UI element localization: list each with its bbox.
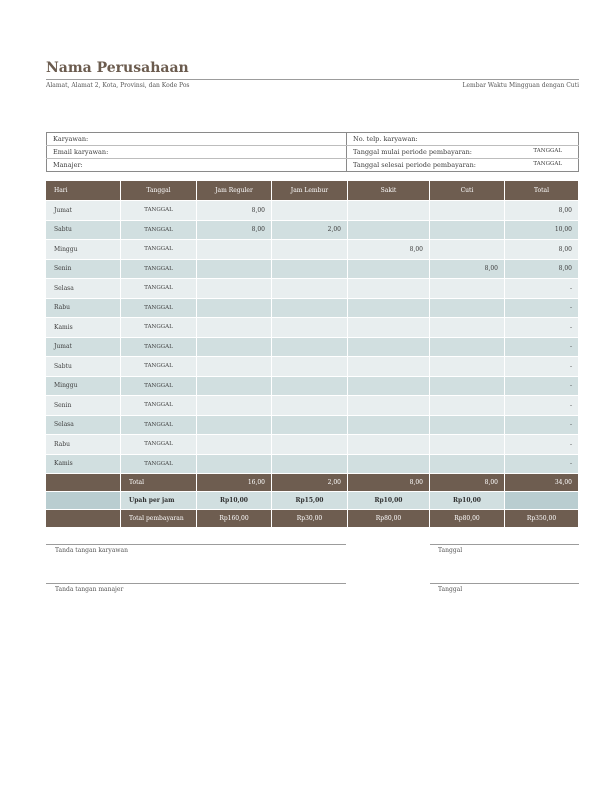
overtime-cell[interactable] (272, 279, 347, 298)
day-cell[interactable]: Kamis (46, 318, 120, 337)
day-cell[interactable]: Rabu (46, 435, 120, 454)
day-cell[interactable]: Senin (46, 260, 120, 279)
hourly-rate-row (46, 492, 578, 509)
total-cell: 8,00 (505, 260, 578, 279)
date-cell[interactable]: TANGGAL (121, 279, 196, 298)
total-cell: - (505, 338, 578, 357)
total-cell: 10,00 (505, 221, 578, 240)
table-row (46, 279, 578, 298)
leave-cell[interactable] (430, 435, 504, 454)
manager-signature-label: Tanda tangan manajer (55, 586, 124, 593)
total-cell: 8,00 (505, 240, 578, 259)
date-cell[interactable]: TANGGAL (121, 221, 196, 240)
overtime-cell[interactable] (272, 201, 347, 220)
column-header-sick: Sakit (348, 181, 429, 200)
leave-cell[interactable] (430, 377, 504, 396)
total-cell: - (505, 435, 578, 454)
manager-date-label: Tanggal (438, 586, 463, 593)
total-cell: - (505, 455, 578, 474)
regular-hours-cell[interactable] (197, 279, 271, 298)
subheader (46, 79, 579, 89)
leave-cell[interactable] (430, 240, 504, 259)
total-cell: - (505, 357, 578, 376)
date-cell[interactable]: TANGGAL (121, 338, 196, 357)
employee-email-label: Email karyawan: (53, 148, 109, 156)
overtime-cell[interactable] (272, 240, 347, 259)
date-cell[interactable]: TANGGAL (121, 201, 196, 220)
total-leave: 8,00 (430, 474, 504, 491)
total-cell: - (505, 416, 578, 435)
overtime-cell[interactable] (272, 299, 347, 318)
day-cell[interactable]: Selasa (46, 279, 120, 298)
total-cell: - (505, 396, 578, 415)
leave-cell[interactable] (430, 299, 504, 318)
table-row (46, 396, 578, 415)
pay-sick: Rp80,00 (348, 510, 429, 527)
sick-cell[interactable] (348, 279, 429, 298)
overtime-cell[interactable] (272, 377, 347, 396)
pay-regular: Rp160,00 (197, 510, 271, 527)
date-cell[interactable]: TANGGAL (121, 299, 196, 318)
pay-period-start-value: TANGGAL (533, 148, 562, 154)
date-cell[interactable]: TANGGAL (121, 377, 196, 396)
regular-hours-cell[interactable] (197, 260, 271, 279)
total-regular-hours: 16,00 (197, 474, 271, 491)
manager-date-line[interactable] (430, 583, 579, 584)
leave-cell[interactable] (430, 455, 504, 474)
day-cell[interactable]: Sabtu (46, 221, 120, 240)
day-cell[interactable]: Kamis (46, 455, 120, 474)
table-row (46, 260, 578, 279)
employee-signature-label: Tanda tangan karyawan (55, 547, 128, 554)
sick-cell[interactable] (348, 299, 429, 318)
overtime-cell[interactable] (272, 357, 347, 376)
sick-cell[interactable] (348, 435, 429, 454)
day-cell[interactable]: Rabu (46, 299, 120, 318)
overtime-cell[interactable] (272, 455, 347, 474)
employee-field[interactable] (47, 133, 347, 146)
regular-hours-cell[interactable]: 8,00 (197, 201, 271, 220)
employee-date-label: Tanggal (438, 547, 463, 554)
pay-period-end-value: TANGGAL (533, 161, 562, 167)
total-sick: 8,00 (348, 474, 429, 491)
pay-period-end-label: Tanggal selesai periode pembayaran: (353, 161, 476, 169)
employee-date-line[interactable] (430, 544, 579, 545)
sick-cell[interactable] (348, 221, 429, 240)
regular-hours-cell[interactable] (197, 396, 271, 415)
pay-leave: Rp80,00 (430, 510, 504, 527)
table-row (46, 318, 578, 337)
column-header-day: Hari (46, 181, 120, 200)
day-cell[interactable]: Sabtu (46, 357, 120, 376)
regular-hours-cell[interactable] (197, 318, 271, 337)
manager-signature-line[interactable] (46, 583, 346, 584)
table-row (46, 299, 578, 318)
rate-sick[interactable]: Rp10,00 (348, 492, 429, 509)
regular-hours-cell[interactable] (197, 455, 271, 474)
total-cell: 8,00 (505, 201, 578, 220)
overtime-cell[interactable] (272, 260, 347, 279)
overtime-cell[interactable] (272, 416, 347, 435)
total-cell: - (505, 279, 578, 298)
regular-hours-cell[interactable] (197, 299, 271, 318)
date-cell[interactable]: TANGGAL (121, 240, 196, 259)
pay-period-start-label: Tanggal mulai periode pembayaran: (353, 148, 472, 156)
rate-spacer (46, 492, 120, 509)
leave-cell[interactable] (430, 318, 504, 337)
pay-spacer (46, 510, 120, 527)
day-cell[interactable]: Minggu (46, 377, 120, 396)
leave-cell[interactable] (430, 396, 504, 415)
regular-hours-cell[interactable] (197, 338, 271, 357)
table-row (46, 416, 578, 435)
overtime-cell[interactable]: 2,00 (272, 221, 347, 240)
manager-field[interactable] (47, 159, 347, 172)
employee-label: Karyawan: (53, 135, 89, 143)
totals-spacer (46, 474, 120, 491)
regular-hours-cell[interactable]: 8,00 (197, 221, 271, 240)
leave-cell[interactable]: 8,00 (430, 260, 504, 279)
leave-cell[interactable] (430, 201, 504, 220)
regular-hours-cell[interactable] (197, 435, 271, 454)
employee-signature-line[interactable] (46, 544, 346, 545)
leave-cell[interactable] (430, 279, 504, 298)
totals-row (46, 474, 578, 491)
regular-hours-cell[interactable] (197, 357, 271, 376)
day-cell[interactable]: Jumat (46, 201, 120, 220)
date-cell[interactable]: TANGGAL (121, 396, 196, 415)
day-cell[interactable]: Selasa (46, 416, 120, 435)
overtime-cell[interactable] (272, 318, 347, 337)
leave-cell[interactable] (430, 416, 504, 435)
hours-table-header (46, 181, 578, 200)
table-row (46, 221, 578, 240)
timesheet-page (46, 58, 579, 528)
pay-total: Rp350,00 (505, 510, 578, 527)
total-pay-label: Total pembayaran (121, 510, 196, 527)
table-row (46, 201, 578, 220)
date-cell[interactable]: TANGGAL (121, 357, 196, 376)
date-cell[interactable]: TANGGAL (121, 318, 196, 337)
day-cell[interactable]: Minggu (46, 240, 120, 259)
table-row (46, 240, 578, 259)
leave-cell[interactable] (430, 357, 504, 376)
column-header-overtime: Jam Lembur (272, 181, 347, 200)
sick-cell[interactable] (348, 396, 429, 415)
total-overtime: 2,00 (272, 474, 347, 491)
sick-cell[interactable]: 8,00 (348, 240, 429, 259)
column-header-regular-hours: Jam Reguler (197, 181, 271, 200)
day-cell[interactable]: Jumat (46, 338, 120, 357)
table-row (46, 338, 578, 357)
overtime-cell[interactable] (272, 396, 347, 415)
sick-cell[interactable] (348, 260, 429, 279)
company-address[interactable]: Alamat, Alamat 2, Kota, Provinsi, dan Kode Pos (46, 82, 190, 89)
total-pay-row (46, 510, 578, 527)
regular-hours-cell[interactable] (197, 416, 271, 435)
leave-cell[interactable] (430, 221, 504, 240)
sick-cell[interactable] (348, 455, 429, 474)
sick-cell[interactable] (348, 416, 429, 435)
date-cell[interactable]: TANGGAL (121, 416, 196, 435)
pay-period-start-field[interactable] (347, 146, 579, 159)
total-cell: - (505, 299, 578, 318)
sick-cell[interactable] (348, 338, 429, 357)
rate-overtime[interactable]: Rp15,00 (272, 492, 347, 509)
company-name[interactable]: Nama Perusahaan (46, 60, 189, 76)
table-row (46, 455, 578, 474)
leave-cell[interactable] (430, 338, 504, 357)
document-title[interactable]: Lembar Waktu Mingguan dengan Cuti (462, 82, 579, 89)
total-cell: - (505, 318, 578, 337)
employee-phone-label: No. telp. karyawan: (353, 135, 418, 143)
date-cell[interactable]: TANGGAL (121, 455, 196, 474)
total-hours: 34,00 (505, 474, 578, 491)
column-header-total: Total (505, 181, 578, 200)
employee-phone-field[interactable] (347, 133, 579, 146)
total-cell: - (505, 377, 578, 396)
column-header-leave: Cuti (430, 181, 504, 200)
overtime-cell[interactable] (272, 338, 347, 357)
regular-hours-cell[interactable] (197, 240, 271, 259)
overtime-cell[interactable] (272, 435, 347, 454)
rate-total-spacer (505, 492, 578, 509)
hourly-rate-label: Upah per jam (121, 492, 196, 509)
manager-label: Manajer: (53, 161, 83, 169)
table-row (46, 377, 578, 396)
pay-overtime: Rp30,00 (272, 510, 347, 527)
sick-cell[interactable] (348, 318, 429, 337)
column-header-date: Tanggal (121, 181, 196, 200)
employee-info-table (46, 132, 579, 172)
rate-leave[interactable]: Rp10,00 (430, 492, 504, 509)
employee-email-field[interactable] (47, 146, 347, 159)
sick-cell[interactable] (348, 377, 429, 396)
date-cell[interactable]: TANGGAL (121, 435, 196, 454)
table-row (46, 357, 578, 376)
totals-label: Total (121, 474, 196, 491)
sick-cell[interactable] (348, 201, 429, 220)
regular-hours-cell[interactable] (197, 377, 271, 396)
pay-period-end-field[interactable] (347, 159, 579, 172)
table-row (46, 435, 578, 454)
hours-table (45, 180, 579, 528)
date-cell[interactable]: TANGGAL (121, 260, 196, 279)
rate-regular[interactable]: Rp10,00 (197, 492, 271, 509)
day-cell[interactable]: Senin (46, 396, 120, 415)
sick-cell[interactable] (348, 357, 429, 376)
